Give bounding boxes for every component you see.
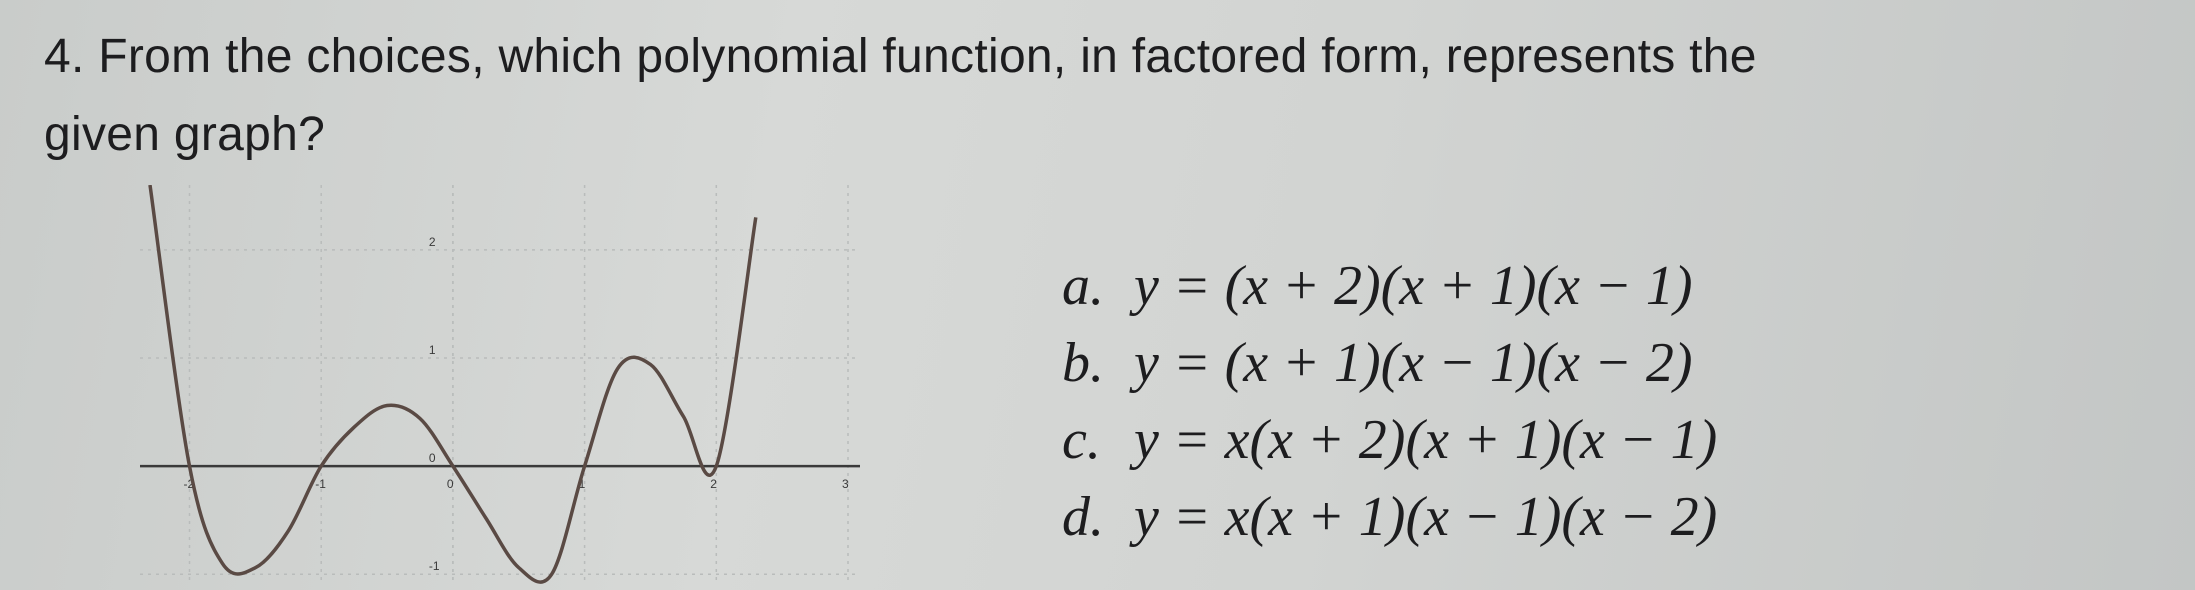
y-tick-label: 0	[428, 451, 436, 466]
x-tick-label: 1	[578, 477, 586, 492]
question-line-1: 4. From the choices, which polynomial function, in factored form, represents the	[44, 30, 1757, 83]
x-tick-label: 3	[842, 477, 849, 492]
choice-a[interactable]	[1062, 248, 1717, 325]
choice-d[interactable]	[1062, 479, 1717, 556]
choice-b[interactable]	[1062, 325, 1717, 402]
polynomial-graph	[140, 185, 860, 585]
answer-choices	[1062, 248, 1717, 556]
choice-letter: a.	[1062, 255, 1104, 317]
y-tick-label: 1	[428, 342, 436, 357]
choice-equation: y = (x + 1)(x − 1)(x − 2)	[1134, 332, 1693, 394]
choice-letter: d.	[1062, 486, 1104, 548]
choice-equation: y = (x + 2)(x + 1)(x − 1)	[1134, 255, 1693, 317]
x-tick-label: 0	[446, 477, 454, 492]
graph-tick-labels	[184, 235, 849, 573]
question-line-2: given graph?	[44, 108, 326, 161]
x-tick-label: -2	[183, 477, 195, 492]
y-tick-label: -1	[428, 559, 440, 574]
x-tick-label: 2	[710, 477, 717, 492]
x-tick-label: -1	[315, 477, 326, 492]
y-tick-label: 2	[428, 234, 436, 249]
choice-letter: b.	[1062, 332, 1104, 394]
choice-c[interactable]	[1062, 402, 1717, 479]
choice-equation: y = x(x + 2)(x + 1)(x − 1)	[1134, 409, 1718, 471]
choice-letter: c.	[1062, 409, 1101, 471]
question-text	[44, 18, 2174, 174]
choice-equation: y = x(x + 1)(x − 1)(x − 2)	[1134, 486, 1718, 548]
